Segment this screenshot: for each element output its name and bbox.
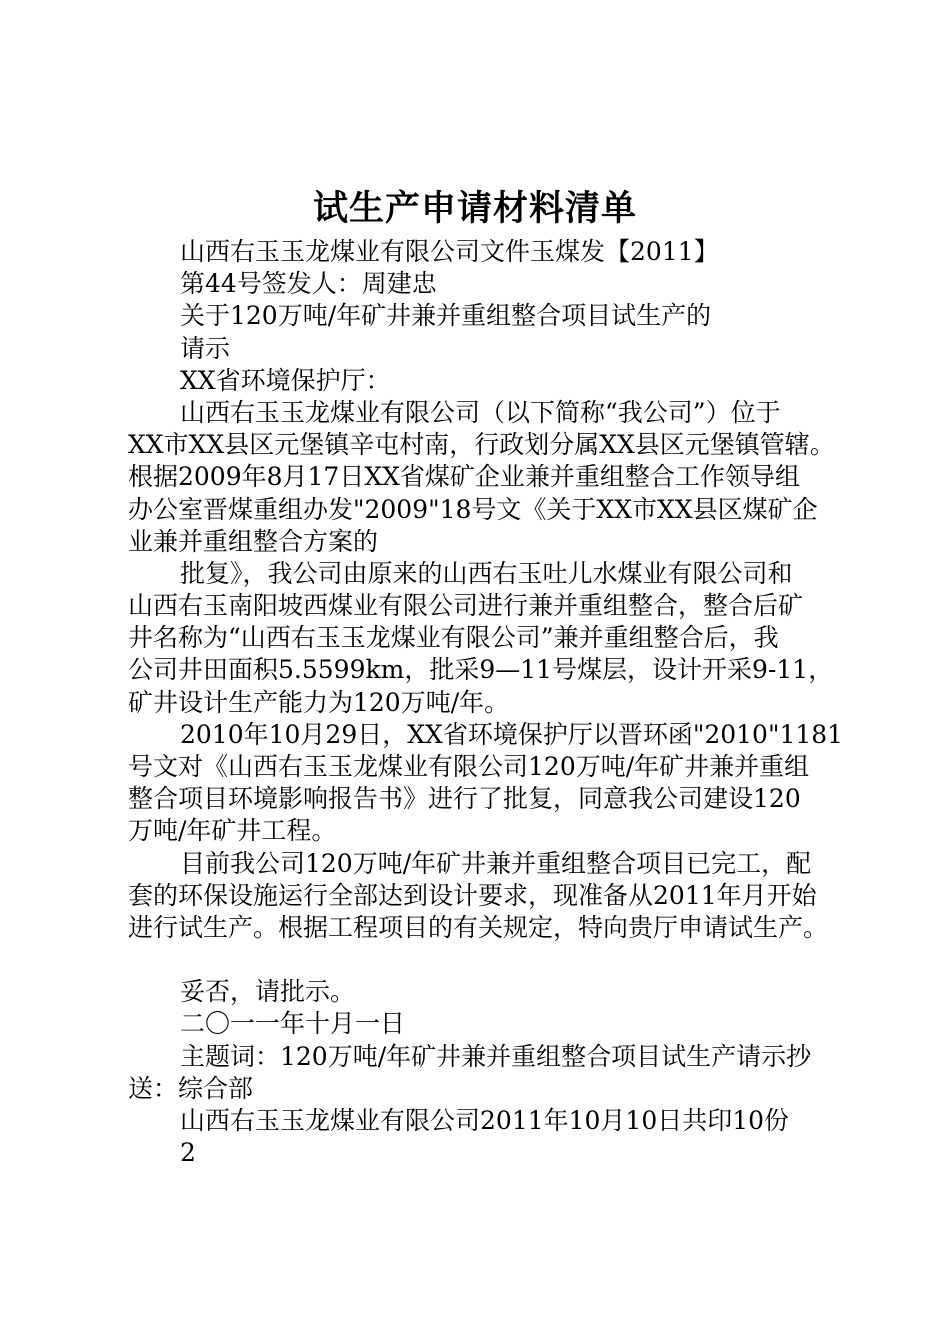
body-line: XX市XX县区元堡镇辛屯村南，行政划分属XX县区元堡镇管辖。 [128, 430, 835, 460]
body-line: 万吨/年矿井工程。 [128, 816, 337, 846]
body-line: 请示 [180, 333, 231, 363]
body-line: 业兼并重组整合方案的 [128, 526, 379, 556]
body-line: 2010年10月29日，XX省环境保护厅以晋环函"2010"1181 [180, 719, 844, 749]
body-line: 矿井设计生产能力为120万吨/年。 [128, 687, 510, 717]
body-line: 送：综合部 [128, 1073, 254, 1103]
body-line: 山西右玉南阳坡西煤业有限公司进行兼并重组整合，整合后矿 [128, 591, 804, 621]
body-line: 办公室晋煤重组办发"2009"18号文《关于XX市XX县区煤矿企 [128, 494, 818, 524]
body-line: 主题词：120万吨/年矿井兼并重组整合项目试生产请示抄 [180, 1041, 812, 1071]
body-line: 山西右玉玉龙煤业有限公司文件玉煤发【2011】 [180, 237, 719, 266]
body-line: XX省环境保护厅： [180, 365, 391, 395]
body-line: 号文对《山西右玉玉龙煤业有限公司120万吨/年矿井兼并重组 [128, 752, 810, 781]
body-line: 目前我公司120万吨/年矿井兼并重组整合项目已完工，配 [180, 848, 812, 878]
body-line: 妥否，请批示。 [180, 977, 356, 1007]
body-line: 批复》，我公司由原来的山西右玉吐儿水煤业有限公司和 [180, 558, 793, 588]
document-title: 试生产申请材料清单 [312, 189, 637, 229]
body-line: 山西右玉玉龙煤业有限公司2011年10月10日共印10份 [180, 1105, 790, 1135]
body-line: 整合项目环境影响报告书》进行了批复，同意我公司建设120 [128, 784, 801, 814]
body-line: 公司井田面积5.5599km，批采9—11号煤层，设计开采9-11， [128, 655, 834, 685]
body-line: 根据2009年8月17日XX省煤矿企业兼并重组整合工作领导组 [128, 462, 800, 492]
body-line: 二〇一一年十月一日 [180, 1009, 406, 1039]
body-line: 山西右玉玉龙煤业有限公司（以下简称“我公司”）位于 [180, 397, 781, 427]
body-line: 第44号签发人：周建忠 [180, 269, 437, 299]
body-line: 2 [180, 1138, 196, 1168]
document-body [128, 236, 848, 1169]
body-line: 关于120万吨/年矿井兼并重组整合项目试生产的 [180, 301, 712, 331]
body-line: 进行试生产。根据工程项目的有关规定，特向贵厅申请试生产。 [128, 912, 829, 942]
body-line: 井名称为“山西右玉玉龙煤业有限公司”兼并重组整合后，我 [128, 623, 779, 653]
body-line: 套的环保设施运行全部达到设计要求，现准备从2011年月开始 [128, 880, 817, 910]
